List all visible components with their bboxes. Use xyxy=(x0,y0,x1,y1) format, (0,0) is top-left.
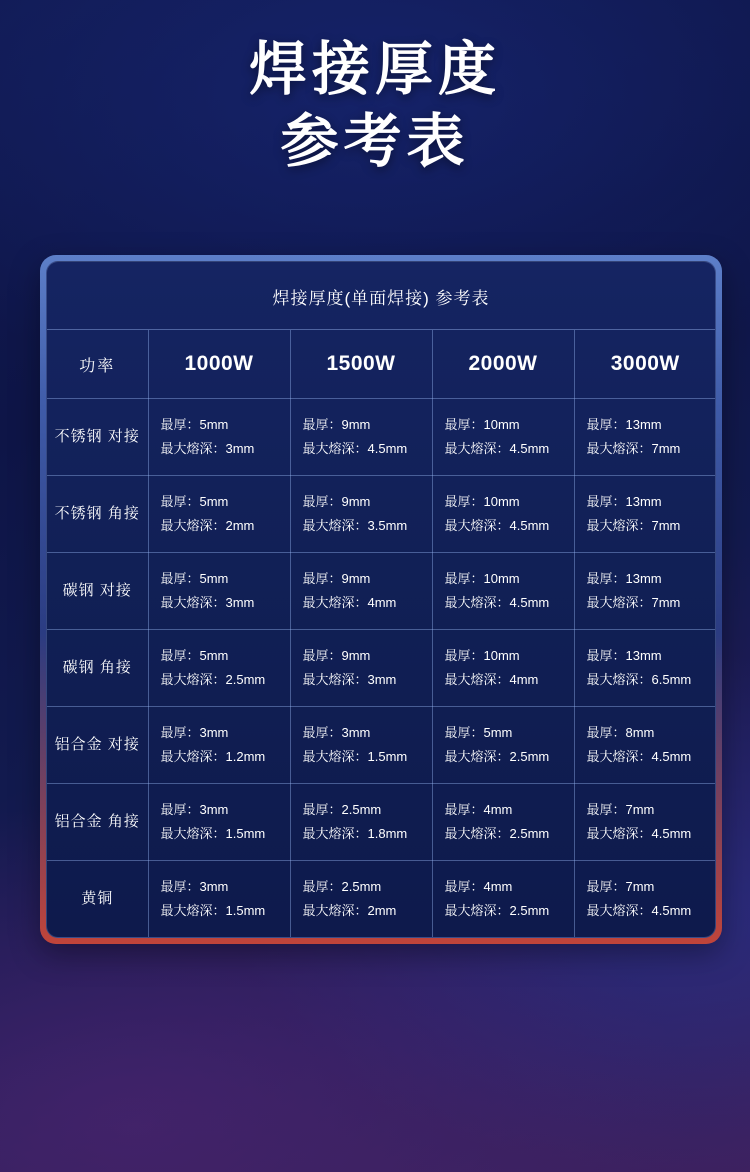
column-header-1000w: 1000W xyxy=(148,330,290,399)
table-cell: 最厚：10mm 最大熔深：4.5mm xyxy=(432,399,574,476)
table-cell: 最厚：5mm 最大熔深：3mm xyxy=(148,399,290,476)
table-row xyxy=(47,476,716,553)
spec-card xyxy=(40,255,722,944)
table-cell: 最厚：13mm 最大熔深：7mm xyxy=(574,399,716,476)
table-cell: 最厚：2.5mm 最大熔深：2mm xyxy=(290,861,432,938)
table-cell: 最厚：8mm 最大熔深：4.5mm xyxy=(574,707,716,784)
title-line-1: 焊接厚度 xyxy=(248,37,501,102)
table-cell: 最厚：13mm 最大熔深：7mm xyxy=(574,476,716,553)
table-cell: 最厚：5mm 最大熔深：2.5mm xyxy=(432,707,574,784)
table-cell: 最厚：10mm 最大熔深：4mm xyxy=(432,630,574,707)
table-cell: 最厚：9mm 最大熔深：4.5mm xyxy=(290,399,432,476)
table-row xyxy=(47,784,716,861)
table-row xyxy=(47,861,716,938)
column-header-2000w: 2000W xyxy=(432,330,574,399)
table-header-row xyxy=(47,330,716,399)
row-label: 不锈钢 角接 xyxy=(47,476,148,553)
row-label: 铝合金 角接 xyxy=(47,784,148,861)
table-cell: 最厚：5mm 最大熔深：3mm xyxy=(148,553,290,630)
table-row xyxy=(47,399,716,476)
table-cell: 最厚：13mm 最大熔深：6.5mm xyxy=(574,630,716,707)
table-cell: 最厚：9mm 最大熔深：4mm xyxy=(290,553,432,630)
spec-table-title: 焊接厚度(单面焊接) 参考表 xyxy=(47,262,715,330)
table-cell: 最厚：3mm 最大熔深：1.2mm xyxy=(148,707,290,784)
title-line-2: 参考表 xyxy=(280,109,470,174)
table-cell: 最厚：10mm 最大熔深：4.5mm xyxy=(432,553,574,630)
column-header-3000w: 3000W xyxy=(574,330,716,399)
table-cell: 最厚：5mm 最大熔深：2mm xyxy=(148,476,290,553)
row-label: 碳钢 角接 xyxy=(47,630,148,707)
table-cell: 最厚：3mm 最大熔深：1.5mm xyxy=(290,707,432,784)
table-cell: 最厚：2.5mm 最大熔深：1.8mm xyxy=(290,784,432,861)
table-row xyxy=(47,630,716,707)
row-label: 黄铜 xyxy=(47,861,148,938)
table-cell: 最厚：3mm 最大熔深：1.5mm xyxy=(148,784,290,861)
table-cell: 最厚：4mm 最大熔深：2.5mm xyxy=(432,861,574,938)
table-cell: 最厚：7mm 最大熔深：4.5mm xyxy=(586,879,692,918)
bottom-gradient-overlay xyxy=(0,1052,750,1172)
table-cell: 最厚：3mm 最大熔深：1.5mm xyxy=(148,861,290,938)
row-label: 碳钢 对接 xyxy=(47,553,148,630)
table-cell: 最厚：9mm 最大熔深：3.5mm xyxy=(290,476,432,553)
table-cell: 最厚：9mm 最大熔深：3mm xyxy=(290,630,432,707)
table-cell: 最厚：13mm 最大熔深：7mm xyxy=(574,553,716,630)
page-title xyxy=(0,34,750,178)
table-row xyxy=(47,707,716,784)
table-row xyxy=(47,553,716,630)
row-label: 铝合金 对接 xyxy=(47,707,148,784)
spec-card-inner xyxy=(46,261,716,938)
row-label: 不锈钢 对接 xyxy=(47,399,148,476)
table-cell: 最厚：7mm 最大熔深：4.5mm xyxy=(574,784,716,861)
column-header-1500w: 1500W xyxy=(290,330,432,399)
column-header-power: 功率 xyxy=(47,330,148,399)
table-cell: 最厚：10mm 最大熔深：4.5mm xyxy=(432,476,574,553)
table-cell: 最厚：4mm 最大熔深：2.5mm xyxy=(432,784,574,861)
welding-thickness-table xyxy=(47,330,716,937)
table-cell: 最厚：5mm 最大熔深：2.5mm xyxy=(148,630,290,707)
